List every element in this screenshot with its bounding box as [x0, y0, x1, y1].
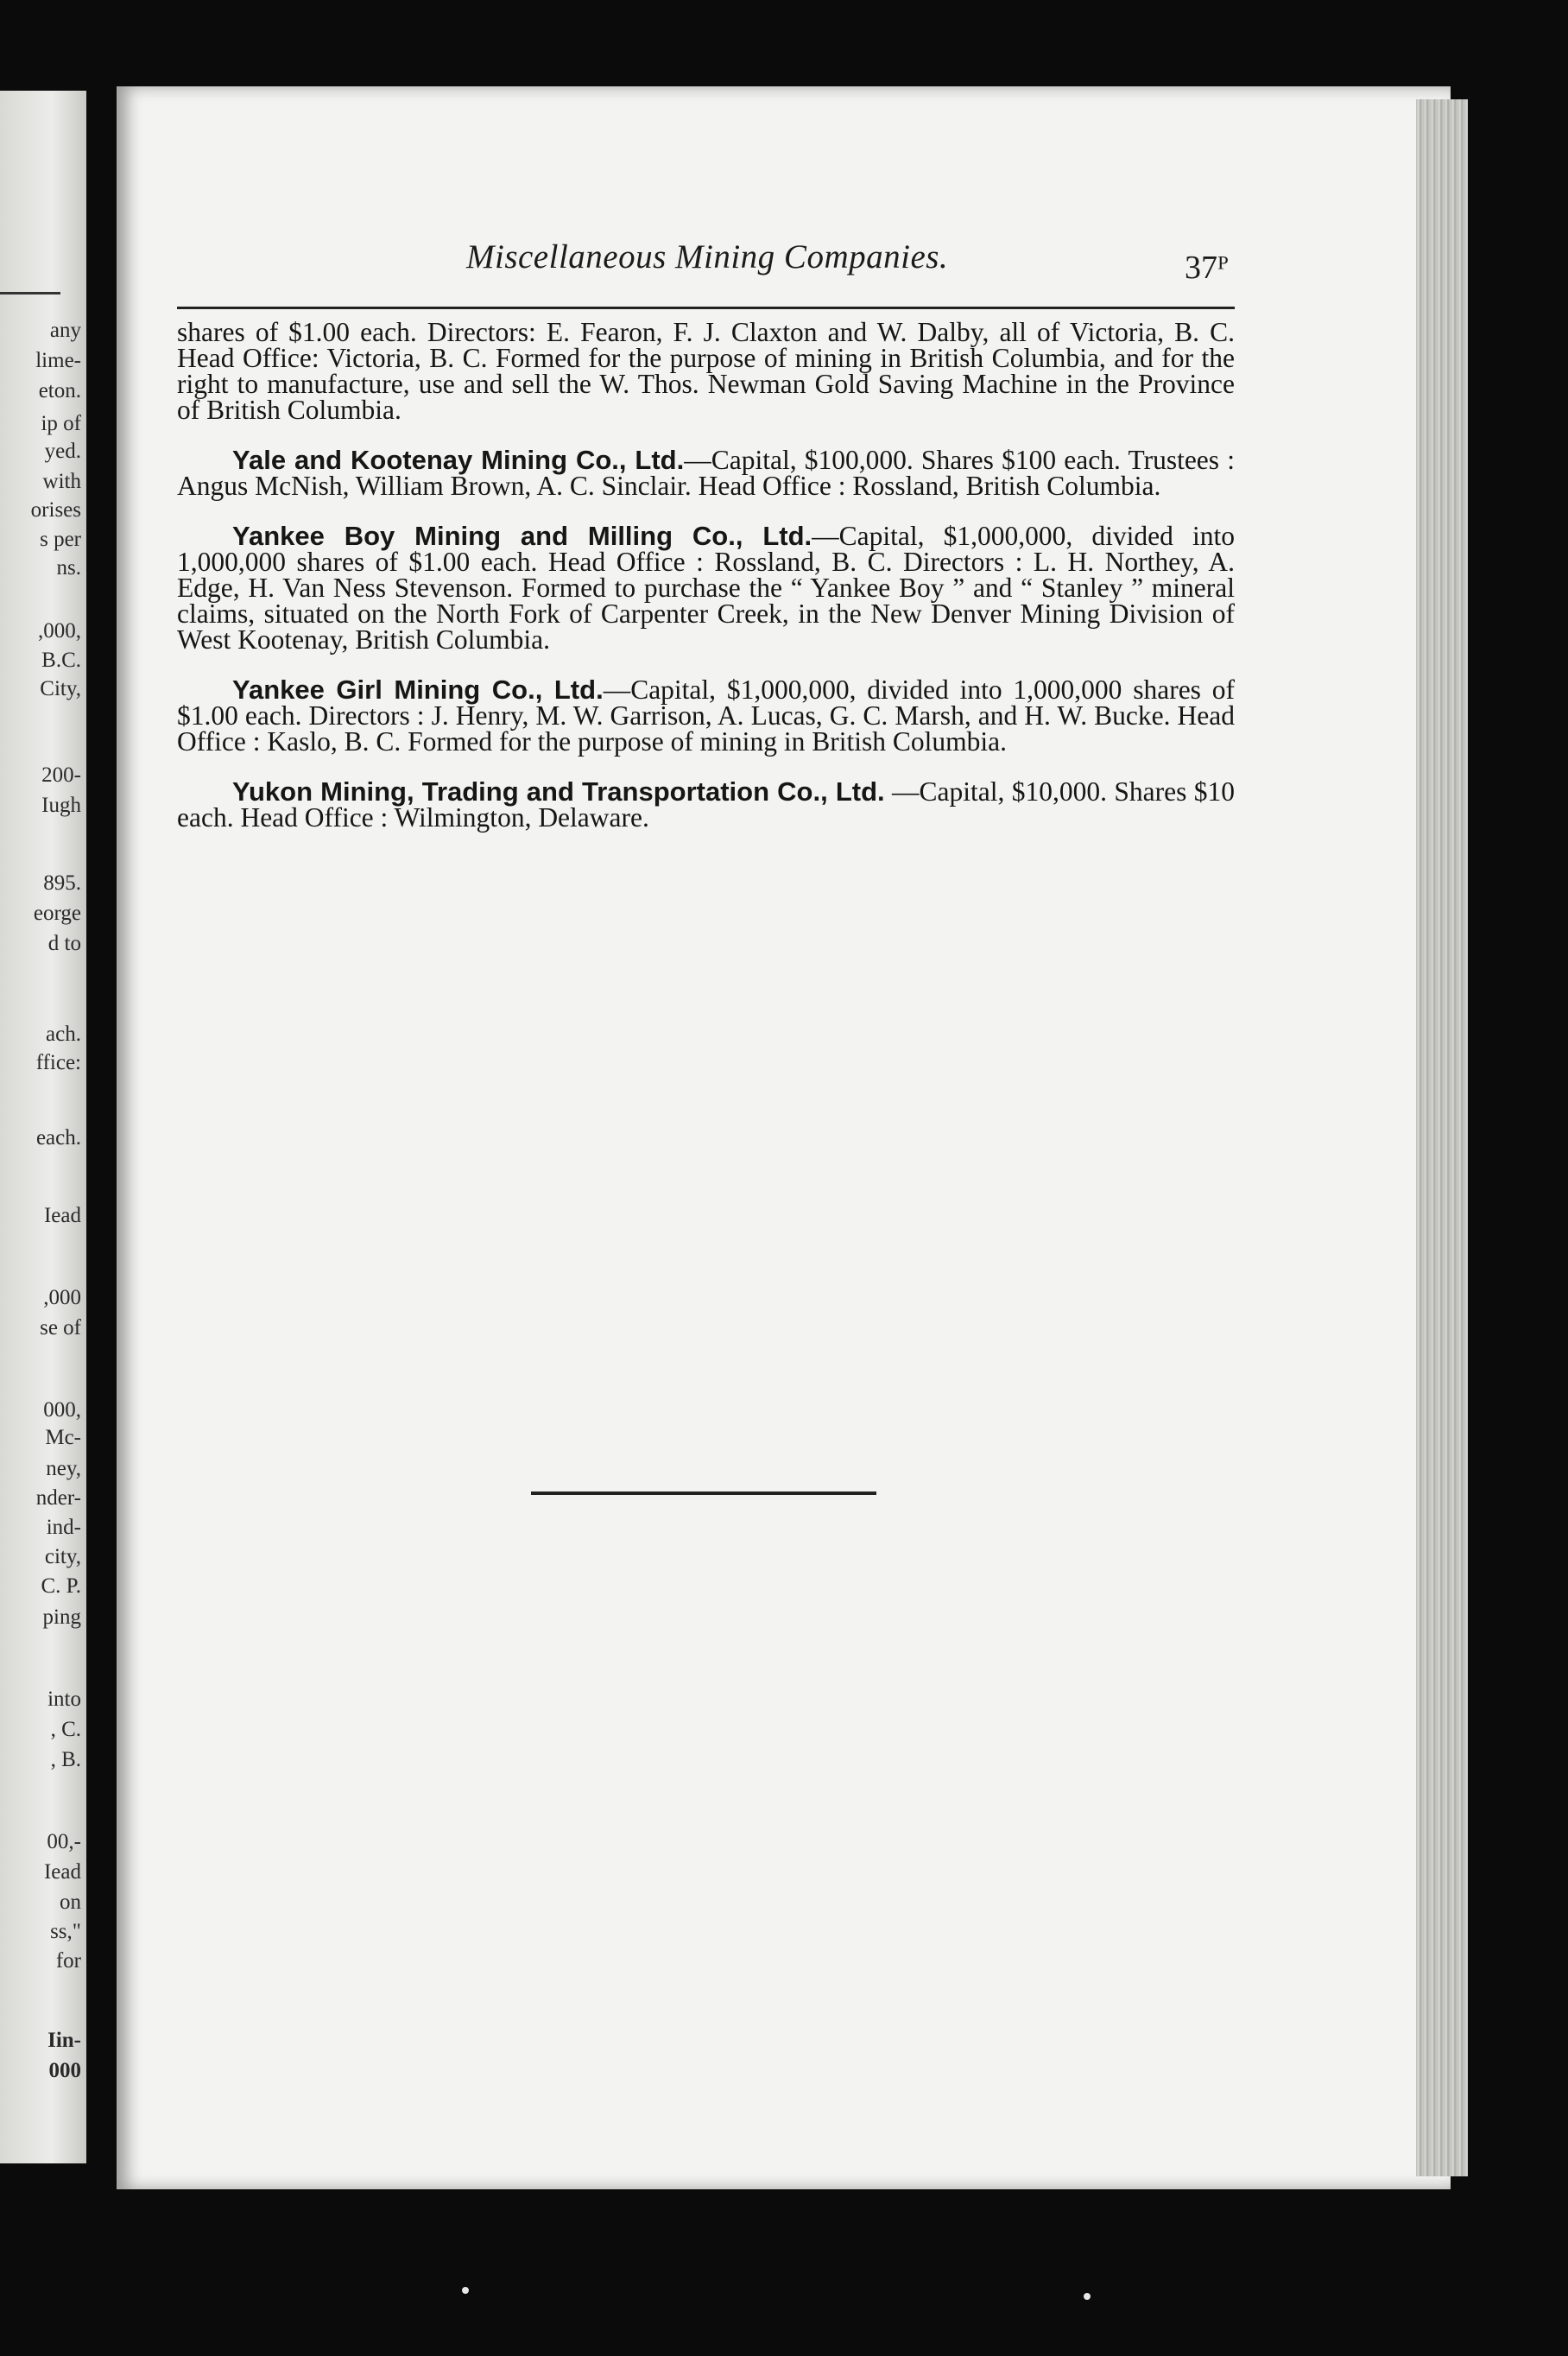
previous-page-text: yed. [44, 440, 81, 463]
previous-page-text: Iugh [41, 794, 81, 817]
previous-page-text: , C. [50, 1718, 81, 1741]
entry-text: —Capital, $1,000,000, divided into 1,000,000 shares of $1.00 each. Directors : J. Henry, M. W. Garrison, A. Lucas, G. C. Marsh, and H. W. Bucke. Head Office : Kaslo, B. C. Formed for the purpose of mining in British Columbia. [177, 674, 1235, 757]
entry-yankee-boy [177, 523, 1235, 653]
entry-yukon [177, 776, 1235, 833]
end-rule [531, 1492, 876, 1495]
previous-page-text: ffice: [35, 1051, 81, 1074]
entry-continued [177, 317, 1235, 425]
previous-page-text: 00,- [47, 1830, 81, 1853]
previous-page-text: 200- [41, 763, 81, 787]
previous-page-text: , B. [50, 1748, 81, 1771]
company-name: Yankee Boy Mining and Milling Co., Ltd. [232, 521, 812, 551]
previous-page-rule [0, 292, 60, 294]
previous-page-text: ip of [41, 412, 81, 435]
previous-page-text: ss," [50, 1920, 81, 1943]
entry-text: —Capital, $1,000,000, divided into 1,000,000 shares of $1.00 each. Head Office : Rossland, B. C. Directors : L. H. Northey, A. Edge, H. Van Ness Stevenson. Formed to purchase the “ Yankee Boy ” and “ Stanley ” mineral claims, situated on the North Fork of Carpenter Creek, in the New Denver Mining Division of West Kootenay, British Columbia. [177, 521, 1235, 655]
previous-page-text: 000, [43, 1398, 81, 1422]
previous-page-text: Iead [43, 1860, 81, 1884]
previous-page-text: Iin- [47, 2029, 81, 2052]
previous-page-text: ,000 [43, 1286, 81, 1309]
previous-page-text: nder- [35, 1486, 81, 1510]
previous-page-text: ind- [46, 1516, 81, 1539]
previous-page-text: B.C. [41, 649, 81, 672]
previous-page-text: 895. [43, 871, 81, 895]
entry-text: —Capital, $10,000. Shares $10 each. Head Office : Wilmington, Delaware. [177, 776, 1235, 833]
previous-page-text: C. P. [41, 1574, 81, 1598]
entry-yankee-girl [177, 674, 1235, 757]
previous-page-text: lime- [35, 349, 81, 372]
previous-page-text: each. [35, 1126, 81, 1150]
previous-page-text: se of [40, 1316, 81, 1340]
previous-page-text: d to [47, 932, 81, 955]
previous-page-text: any [49, 319, 81, 342]
page-edge-stack [1416, 99, 1468, 2176]
previous-page-text: on [60, 1890, 81, 1914]
previous-page-text: 000 [48, 2059, 81, 2082]
previous-page-text: eorge [33, 902, 81, 925]
entry-text: shares of $1.00 each. Directors: E. Fearon, F. J. Claxton and W. Dalby, all of Victoria, B. C. Head Office: Victoria, B. C. Formed for the purpose of mining in British Columbia, and for the right to manufacture, use and sell the W. Thos. Newman Gold Saving Machine in the Province of British Columbia. [177, 317, 1235, 425]
previous-page-text: City, [40, 677, 81, 700]
company-name: Yukon Mining, Trading and Transportation Co., Ltd. [232, 776, 885, 807]
previous-page-text: ach. [46, 1023, 81, 1046]
header-rule [177, 307, 1235, 309]
previous-page-text: with [42, 470, 81, 493]
previous-page-text: Mc- [45, 1426, 81, 1449]
entry-yale-kootenay [177, 447, 1235, 499]
scan-speck [462, 2287, 469, 2294]
company-name: Yale and Kootenay Mining Co., Ltd. [232, 445, 685, 475]
company-name: Yankee Girl Mining Co., Ltd. [232, 674, 604, 705]
previous-page-text: s per [40, 528, 81, 551]
previous-page-fragment [0, 91, 86, 2163]
scan-speck [1084, 2293, 1091, 2300]
previous-page-text: ns. [56, 556, 81, 580]
previous-page-text: ney, [46, 1457, 81, 1480]
previous-page-text: Iead [43, 1204, 81, 1227]
previous-page-text: city, [44, 1545, 81, 1568]
page-number: 37ᴾ [1185, 250, 1229, 286]
previous-page-text: into [47, 1688, 81, 1711]
previous-page-text: for [55, 1949, 81, 1973]
entry-text: —Capital, $100,000. Shares $100 each. Trustees : Angus McNish, William Brown, A. C. Sinclair. Head Office : Rossland, British Columbia. [177, 445, 1235, 501]
previous-page-text: orises [30, 498, 81, 522]
previous-page-text: ,000, [38, 619, 81, 643]
running-header: Miscellaneous Mining Companies. [466, 238, 949, 276]
previous-page-text: ping [42, 1606, 81, 1629]
previous-page-text: eton. [38, 379, 81, 402]
page-body [177, 317, 1235, 855]
